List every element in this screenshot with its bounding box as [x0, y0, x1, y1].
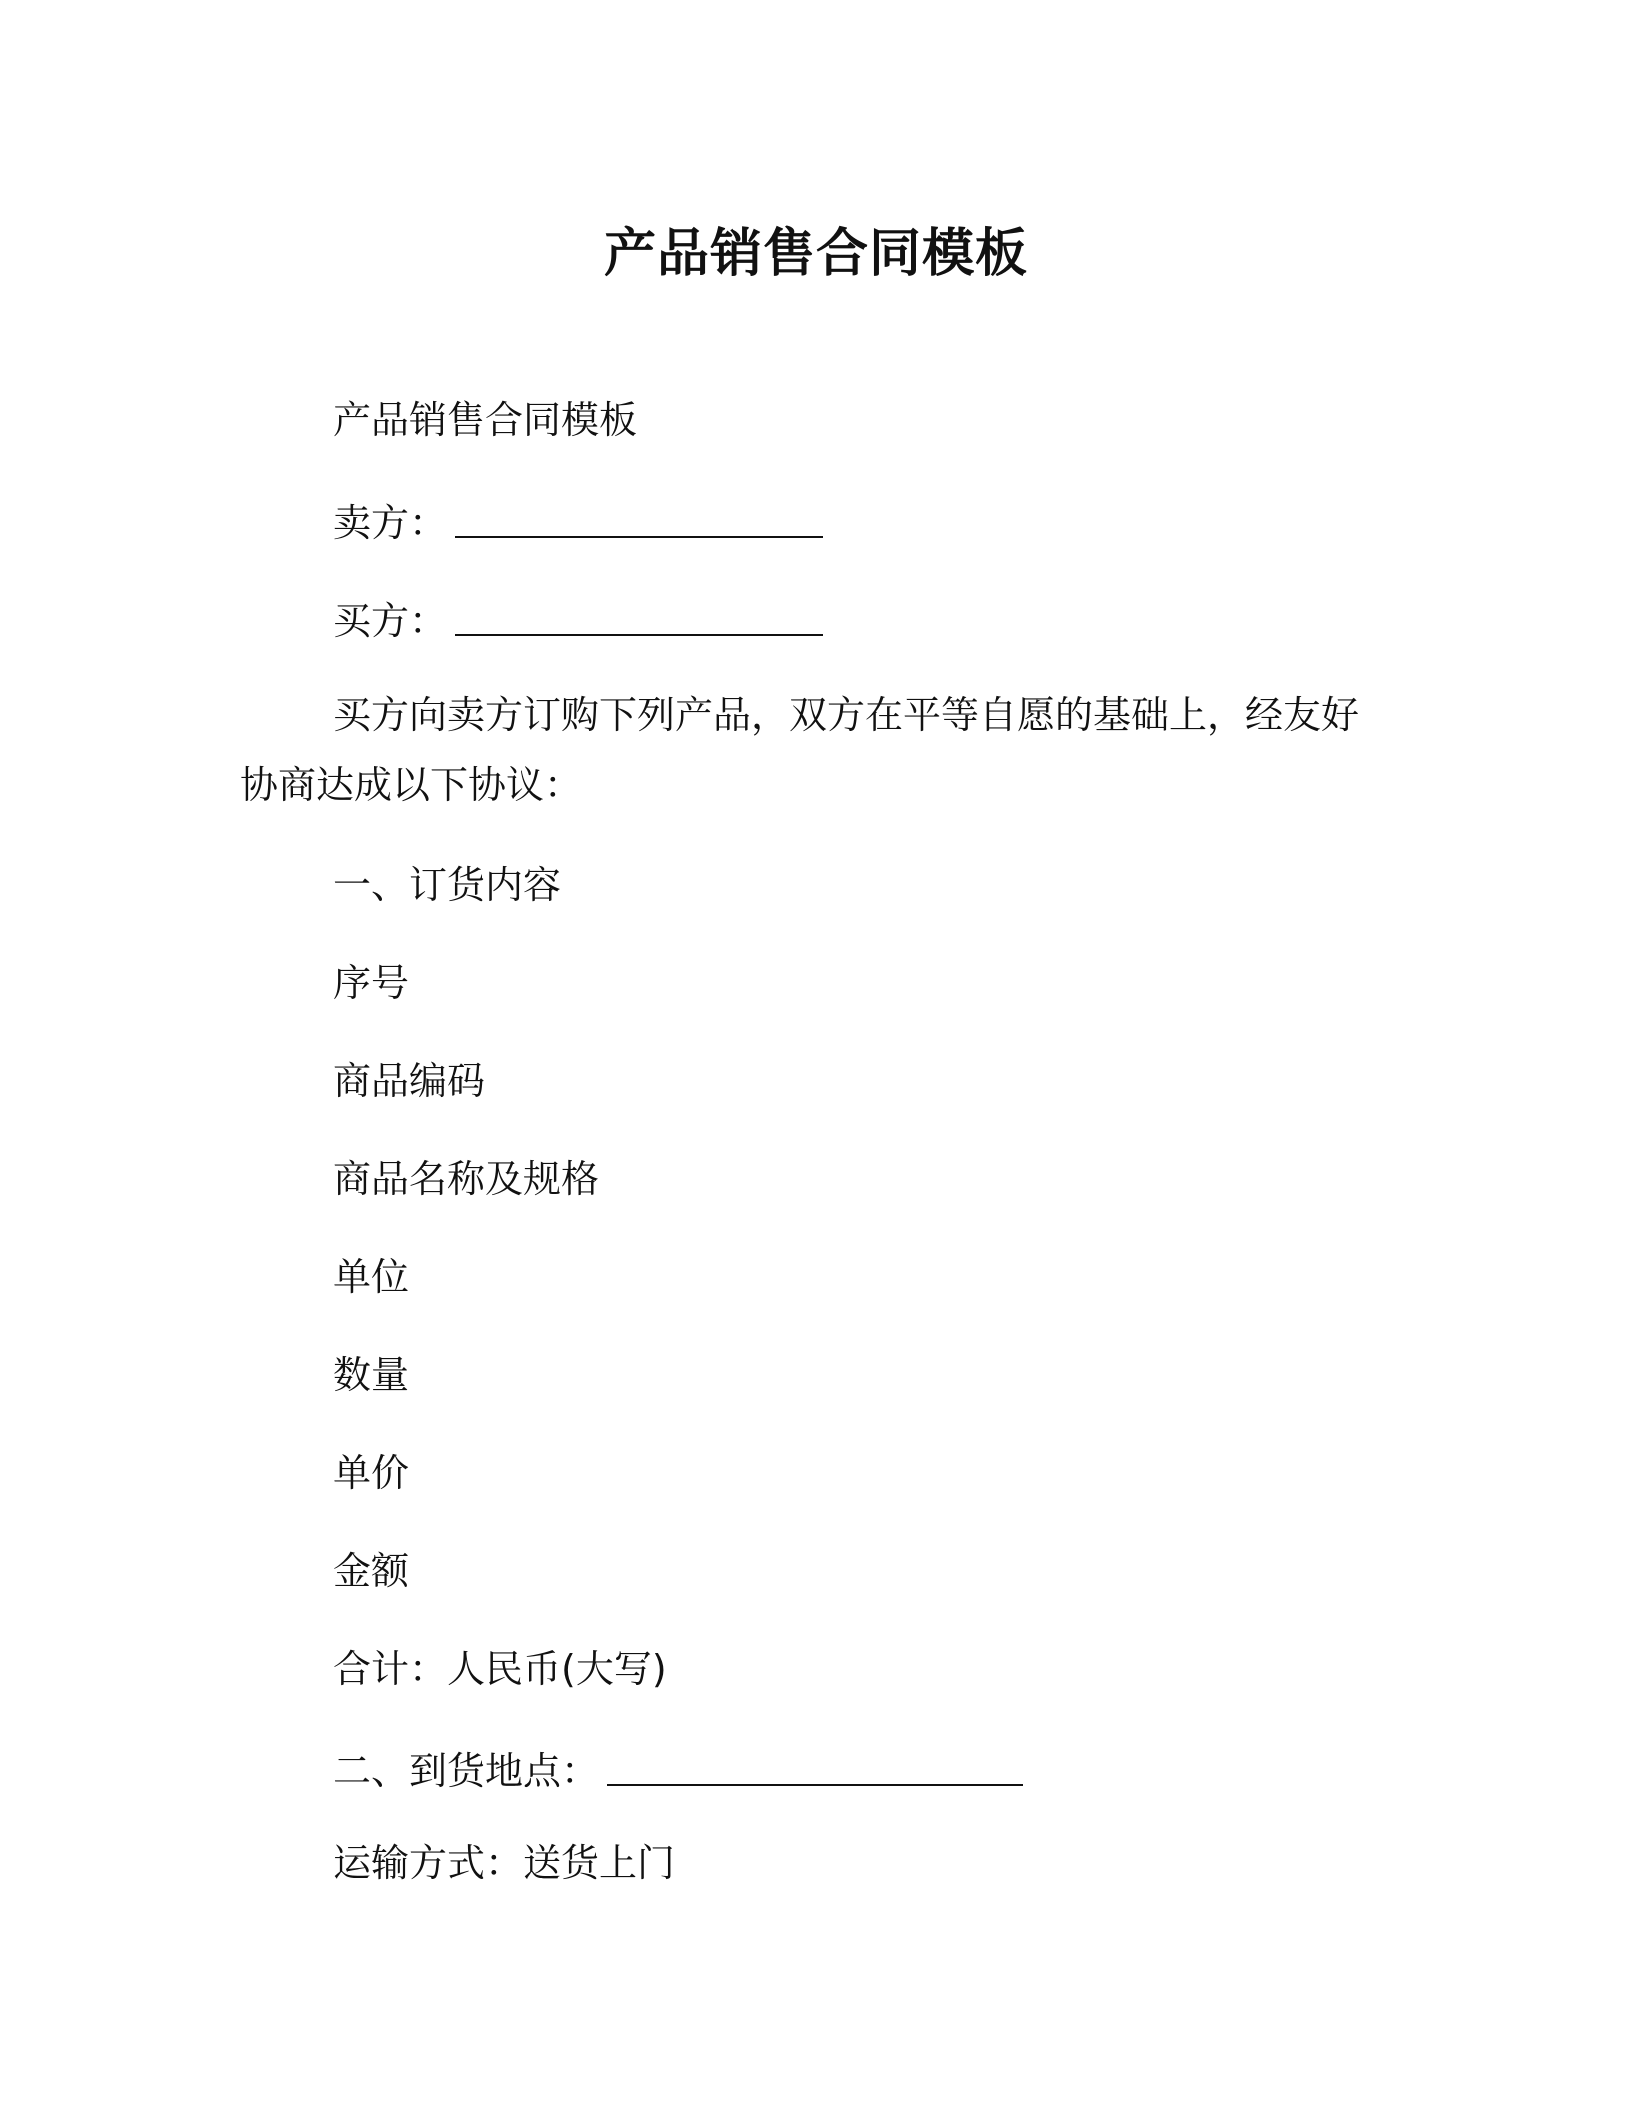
- delivery-location-blank: [607, 1744, 1023, 1786]
- field-unit: 单位: [333, 1255, 410, 1299]
- field-unit-price: 单价: [333, 1451, 410, 1495]
- delivery-location-line: [333, 1742, 1023, 1796]
- buyer-blank: [455, 594, 823, 636]
- field-amount: 金额: [333, 1549, 410, 1593]
- intro-paragraph: 买方向卖方订购下列产品，双方在平等自愿的基础上，经友好协商达成以下协议：: [240, 693, 1360, 807]
- document-subtitle: 产品销售合同模板: [333, 398, 638, 442]
- buyer-line: [333, 592, 823, 646]
- section1-heading: 一、订货内容: [333, 863, 562, 907]
- buyer-label: 买方：: [333, 599, 448, 643]
- seller-line: [333, 494, 823, 548]
- transport-line: 运输方式：送货上门: [333, 1841, 676, 1885]
- seller-label: 卖方：: [333, 501, 448, 545]
- seller-blank: [455, 496, 823, 538]
- field-product-name-spec: 商品名称及规格: [333, 1157, 600, 1201]
- field-product-code: 商品编码: [333, 1059, 486, 1103]
- document-title: 产品销售合同模板: [603, 224, 1028, 284]
- total-line: 合计：人民币(大写): [333, 1647, 667, 1691]
- field-serial: 序号: [333, 961, 410, 1005]
- field-quantity: 数量: [333, 1353, 410, 1397]
- section2-heading: 二、到货地点：: [333, 1749, 600, 1793]
